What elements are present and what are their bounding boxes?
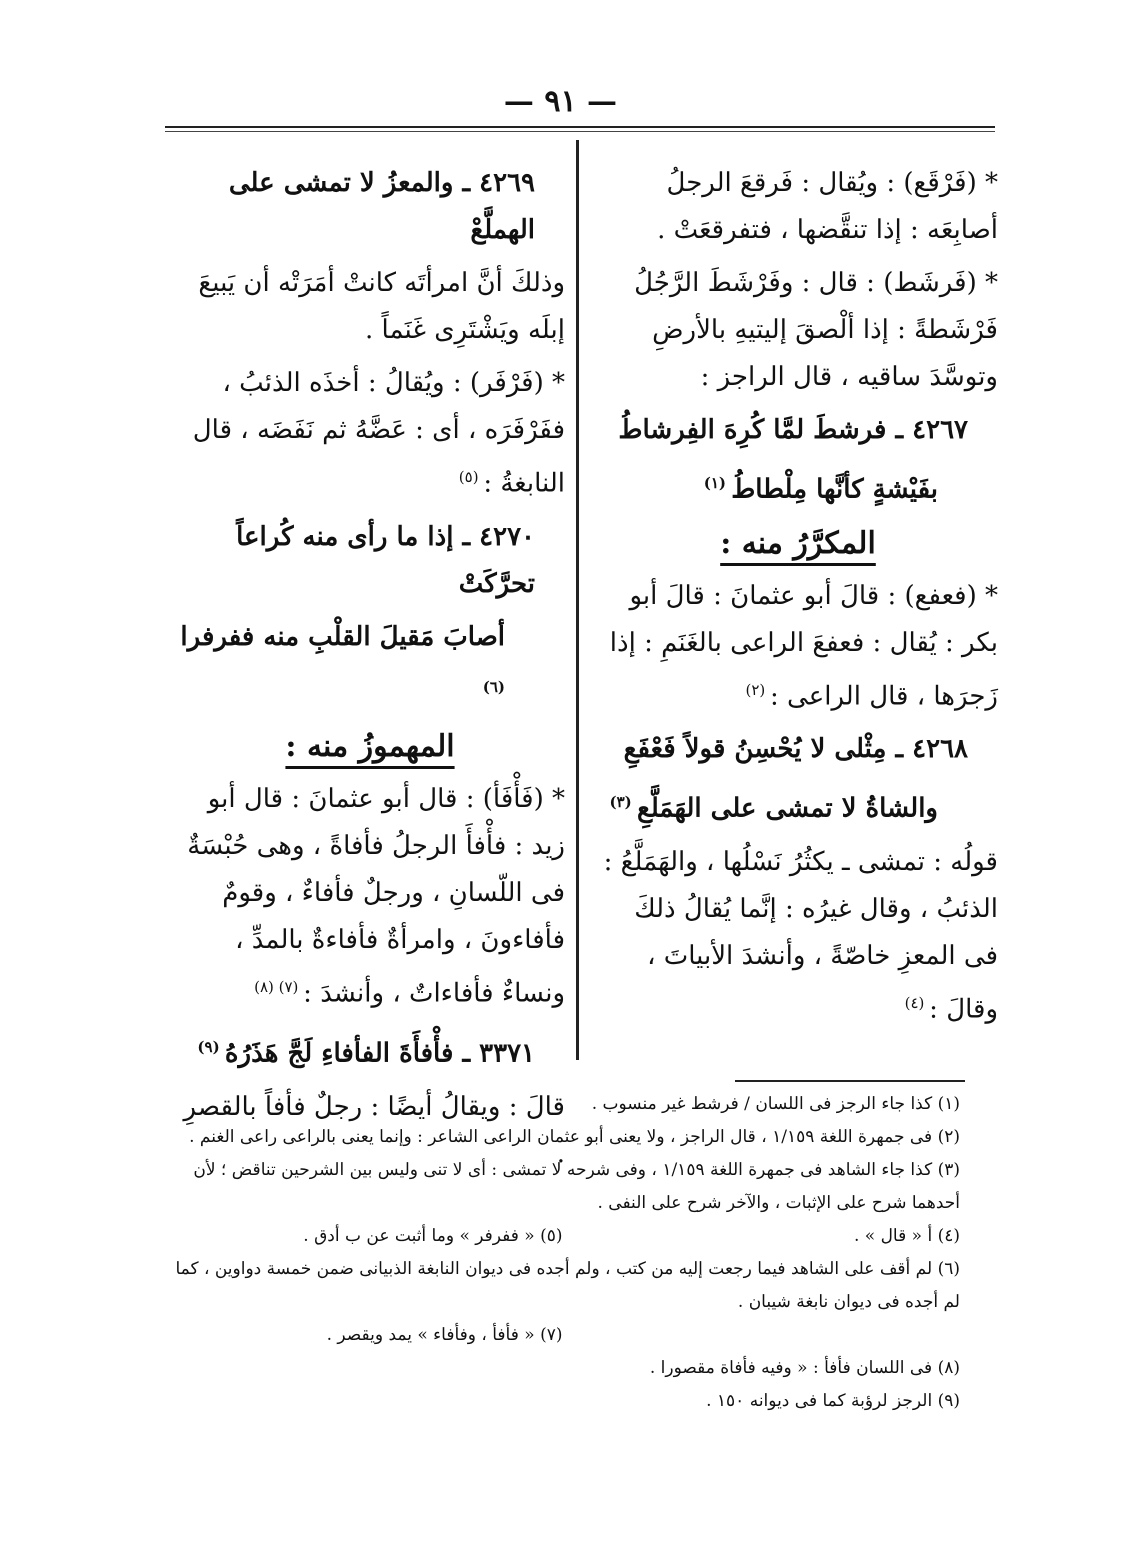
footnote-marker: (٦) [482,677,505,696]
text: والشاةُ لا تمشى على الهَمَلَّعِ [636,793,938,824]
footnote: (١) كذا جاء الرجز فى اللسان / فرشط غير منسوب . [591,1094,960,1114]
left-column-para [175,360,565,508]
text: قالَ : ويقالُ أيضًا : رجلٌ فأفاً بالقصرِ . [183,1091,565,1169]
footnote-rule [735,1080,965,1082]
text: أصابَ مَقيلَ القلْبِ منه ففرفرا [180,621,505,652]
right-column [598,160,998,1040]
footnote: (٦) لم أقف على الشاهد فيما رجعت إليه من كتب ، ولم أجده فى ديوان النابغة الذبيانى ضمن خمسة دواوين ، كما لم أجده فى ديوان نابغة شيبان . [175,1259,960,1312]
right-column-para [598,573,998,721]
text: ٤٢٦٧ ـ فرشطَ لمَّا كُرِهَ الفِرشاطُ [618,415,968,445]
footnote: (٩) الرجز لرؤبة كما فى ديوانه ١٥٠ . [706,1391,960,1411]
left-column-para [175,776,565,1018]
text: * (فَرشَط) : قال : وفَرْشَطَ الرَّجُلُ فَرْشَطةً : إذا ألْصقَ إليتيهِ بالأرضِ وتوسَّدَ ساقيه ، قال الراجز : [634,268,998,392]
footnote-right: (٤) أ « قال » . [853,1226,960,1246]
right-column-heading [598,520,998,567]
right-column-para [598,260,998,401]
right-column-para [598,160,998,254]
text: * (فَرْفَر) : ويُقالُ : أخذَه الذئبُ ، ففَرْفَرَه ، أى : عَضَّهُ ثم نَفَضَه ، قال النابغةُ : [192,368,565,499]
footnote-marker: (١) [703,474,732,492]
left-column-para [175,260,565,354]
right-column-verse2 [598,779,998,833]
text: ٤٢٦٨ ـ مِثْلى لا يُحْسِنُ قولاً فَعْفَعِ [623,734,968,765]
footnote-marker: (٧) (٨) [254,978,304,997]
footnotes [165,1088,960,1418]
footnote-marker: (٤) [904,993,930,1012]
text: * (فَرْقَع) : ويُقال : فَرقعَ الرجلُ أصابِعَه : إذا تنقَّضها ، فتفرقعَتْ . [657,168,998,245]
right-column-verse2 [598,460,998,514]
footnote: (٨) فى اللسان فأفأ : « وفيه فأفاة مقصورا . [649,1358,960,1378]
text: بفَيْشةٍ كأنَّها مِلْطاطُ [731,474,938,505]
text: * (فَأْفَأ) : قال أبو عثمانَ : قال أبو زيد : فأْفأَ الرجلُ فأفاةً ، وهى حُبْسَةٌ فى اللّسانِ ، ورجلٌ فأفاءٌ ، وقومٌ فأفاءونَ ، وامرأةٌ فأفاءةٌ بالمدِّ ، ونساءٌ فأفاءاتٌ ، وأنشدَ : [187,784,565,1009]
left-column-verse [175,514,565,608]
left-column [175,160,565,1184]
text: المكرَّرُ منه : [720,525,876,561]
text: وذلكَ أنَّ امرأتَه كانتْ أمَرَتْه أن يَبيعَ إبلَه ويَشْتَرِى غَنَماً . [198,268,565,345]
left-column-heading [175,723,565,770]
footnote-pair [165,1220,960,1253]
left-column-verse [175,160,565,254]
text: المهموزُ منه : [285,729,455,765]
text: ٤٢٦٩ ـ والمعزُ لا تمشى على الهملَّعْ [228,168,535,245]
text: ٣٣٧١ ـ فأْفأَةَ الفأفاءِ لَجَّ هَذَرُهُ [224,1038,535,1069]
footnote-marker: (٢) [745,680,771,699]
footnote: (٣) كذا جاء الشاهد فى جمهرة اللغة ١/١٥٩ ، وفى شرحه لا تمشى : أى لا تنى وليس بين الشرحين تناقض ؛ لأن أحدهما شرح على الإثبات ، والآخر شرح على النفى . [193,1160,960,1213]
right-column-para [598,839,998,1034]
footnote-marker: (٩) [197,1037,225,1056]
footnote-pair [165,1319,960,1352]
footnote-left: (٥) « ففرفر » وما أثبت عن ب أدق . [303,1226,563,1246]
right-column-verse [598,726,998,773]
right-column-verse [598,407,998,454]
footnote-right [563,1319,961,1352]
footnote: (٢) فى جمهرة اللغة ١/١٥٩ ، قال الراجز ، ولا يعنى أبو عثمان الراعى الشاعر : وإنما يعنى بالراعى راعى الغنم . [189,1127,960,1147]
page-number: — ٩١ — [503,84,618,119]
left-column-verse2 [175,614,565,718]
left-column-verse [175,1024,565,1078]
footnote-marker: (٣) [609,793,637,812]
text: قولُه : تمشى ـ يكثُرُ نَسْلُها ، والهَمَلَّعُ : الذئبُ ، وقال غيرُه : إنَّما يُقالُ ذلكَ فى المعزِ خاصّةً ، وأنشدَ الأبياتَ ، وقالَ : [603,846,998,1025]
header-rule [165,126,995,128]
footnote-marker: (٥) [458,468,484,486]
header-rule-thin [165,131,995,132]
column-divider [576,140,579,1060]
text: ٤٢٧٠ ـ إذا ما رأى منه كُراعاً تحرَّكَتْ [236,521,535,599]
text: * (فعفع) : قالَ أبو عثمانَ : قالَ أبو بكر : يُقال : فعفعَ الراعى بالغَنَمِ : إذا زَجرَها ، قال الراعى : [609,580,998,712]
footnote-left: (٧) « فأفأ ، وفأفاء » يمد ويقصر . [326,1325,563,1345]
